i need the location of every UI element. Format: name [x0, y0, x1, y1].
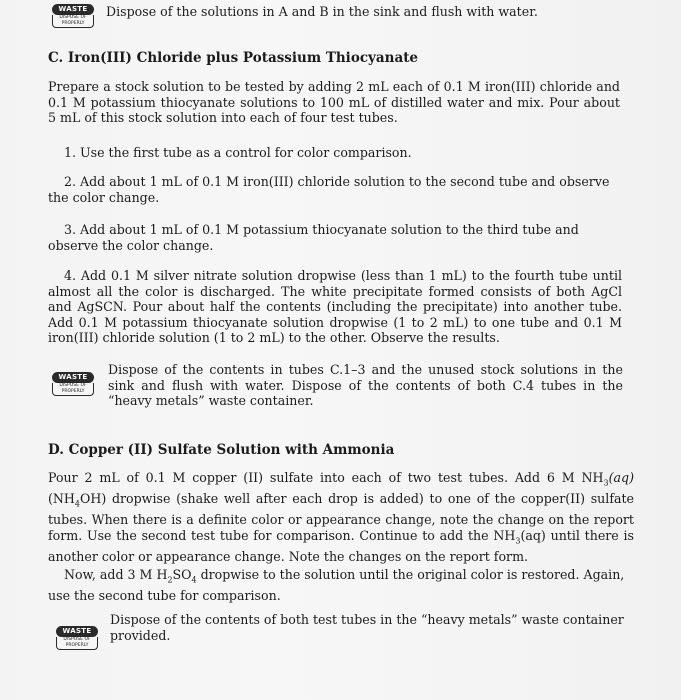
section-c-step-3: 3. Add about 1 mL of 0.1 M potassium thiocyanate solution to the third tube and observe the color change.	[48, 222, 579, 253]
waste-icon-sublabel: DISPOSE OF PROPERLY	[56, 637, 98, 650]
section-d-paragraph-1: Pour 2 mL of 0.1 M copper (II) sulfate into each of two test tubes. Add 6 M $NH_3(aq)$ $(NH_4OH)$ dropwise (shake well after each drop is added) to one of the copper(II) sulfate tubes. When there is a definite color or appearance change, note the change on the report form. Use the second test tube for comparison. Continue to add the $NH_3(aq)$ until there is another color or appearance change. Note the changes on the report form.	[48, 470, 634, 564]
waste-disposal-icon	[52, 4, 94, 30]
waste-disposal-icon	[52, 372, 94, 398]
waste-icon-sublabel: DISPOSE OF PROPERLY	[52, 15, 94, 28]
section-c-waste-note: Dispose of the contents in tubes C.1–3 and the unused stock solutions in the sink and flush with water. Dispose of the contents of both C.4 tubes in the “heavy metals” waste container.	[108, 362, 623, 409]
section-c-heading: C. Iron(III) Chloride plus Potassium Thiocyanate	[48, 50, 419, 66]
waste-icon-label: WASTE	[52, 372, 94, 383]
section-d-waste-note: Dispose of the contents of both test tubes in the “heavy metals” waste container provided.	[110, 612, 624, 643]
waste-icon-label: WASTE	[52, 4, 94, 15]
waste-disposal-icon	[56, 626, 98, 652]
section-d-paragraph-2: Now, add 3 M $H_2SO_4$ dropwise to the solution until the original color is restored. Again, use the second tube for comparison.	[48, 567, 625, 604]
section-c-step-2: 2. Add about 1 mL of 0.1 M iron(III) chloride solution to the second tube and observe the color change.	[48, 174, 610, 205]
section-c-step-4: 4. Add 0.1 M silver nitrate solution dropwise (less than 1 mL) to the fourth tube until almost all the color is discharged. The white precipitate formed consists of both AgCl and AgSCN. Pour about half the contents (including the precipitate) into another tube. Add 0.1 M potassium thiocyanate solution dropwise (1 to 2 mL) to one tube and 0.1 M iron(III) chloride solution (1 to 2 mL) to the other. Observe the results.	[48, 268, 622, 346]
section-c-intro: Prepare a stock solution to be tested by adding 2 mL each of 0.1 M iron(III) chloride and 0.1 M potassium thiocyanate solutions to 100 mL of distilled water and mix. Pour about 5 mL of this stock solution into each of four test tubes.	[48, 79, 620, 126]
intro-waste-note: Dispose of the solutions in A and B in the sink and flush with water.	[106, 4, 538, 19]
waste-icon-sublabel: DISPOSE OF PROPERLY	[52, 383, 94, 396]
section-c-step-1: 1. Use the first tube as a control for color comparison.	[64, 145, 412, 160]
waste-icon-label: WASTE	[56, 626, 98, 637]
section-d-heading: D. Copper (II) Sulfate Solution with Ammonia	[48, 442, 395, 458]
